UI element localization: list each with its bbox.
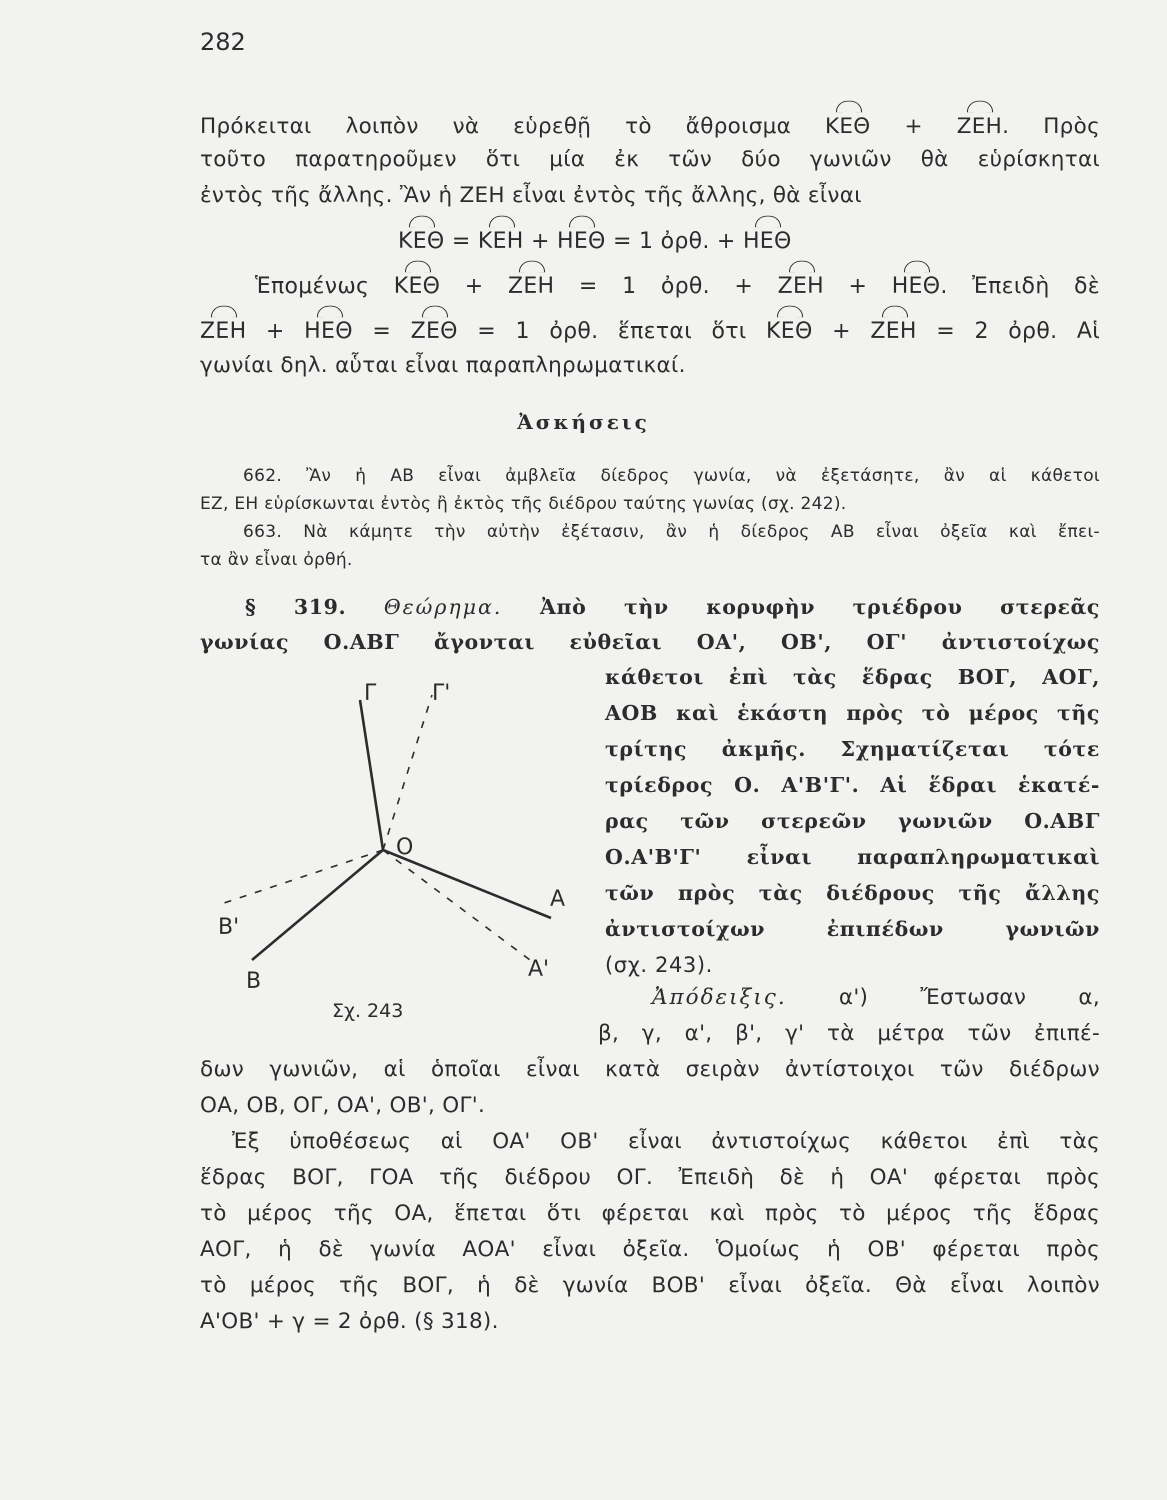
angle-term: ΚΕΘ bbox=[394, 270, 441, 299]
angle-term: ΚΕΘ bbox=[398, 225, 445, 254]
intro-line-1 bbox=[200, 110, 1100, 139]
angle-term: ΖΕΗ bbox=[778, 270, 824, 299]
angle-term: ΗΕΘ bbox=[892, 270, 941, 299]
proof-para-line-3: τὸ μέρος τῆς ΟΑ, ἕπεται ὅτι φέρεται καὶ πρὸς τὸ μέρος τῆς ἕδρας bbox=[200, 1201, 1100, 1226]
theorem-line-2: γωνίας Ο.ΑΒΓ ἄγονται εὐθεῖαι ΟΑ', ΟΒ', ΟΓ' ἀντιστοίχως bbox=[200, 630, 1100, 654]
theorem-line-4: ΑΟΒ καὶ ἑκάστη πρὸς τὸ μέρος τῆς bbox=[605, 701, 1100, 725]
text: + bbox=[870, 114, 957, 139]
text: . Ἐπειδὴ δὲ bbox=[940, 274, 1100, 299]
label-gamma-prime: Γ' bbox=[432, 681, 451, 706]
intro-line-2: τοῦτο παρατηροῦμεν ὅτι μία ἐκ τῶν δύο γωνιῶν θὰ εὑρίσκηται bbox=[200, 147, 1100, 172]
angle-term: ΖΕΗ bbox=[200, 315, 246, 344]
intro-line-3: ἐντὸς τῆς ἄλλης. Ἂν ἡ ΖΕΗ εἶναι ἐντὸς τῆς ἄλλης, θὰ εἶναι bbox=[200, 183, 862, 208]
text: = bbox=[352, 319, 411, 344]
text: + bbox=[812, 319, 871, 344]
proof-line-3: δων γωνιῶν, αἱ ὁποῖαι εἶναι κατὰ σειρὰν ἀντίστοιχοι τῶν διέδρων bbox=[200, 1057, 1100, 1082]
label-b: Β bbox=[246, 969, 262, 994]
equation-2 bbox=[255, 270, 1100, 299]
equation-1 bbox=[398, 225, 792, 254]
theorem-line-8: Ο.Α'Β'Γ' εἶναι παραπληρωματικαὶ bbox=[605, 845, 1100, 869]
figure-caption: Σχ. 243 bbox=[332, 1000, 404, 1022]
proof-word: Ἀπόδειξις. bbox=[652, 985, 787, 1010]
page-number: 282 bbox=[200, 28, 246, 56]
proof-para-line-2: ἕδρας ΒΟΓ, ΓΟΑ τῆς διέδρου ΟΓ. Ἐπειδὴ δὲ ἡ ΟΑ' φέρεται πρὸς bbox=[200, 1165, 1100, 1190]
theorem-line-5: τρίτης ἀκμῆς. Σχηματίζεται τότε bbox=[605, 737, 1100, 761]
edge-og bbox=[360, 700, 383, 850]
theorem-word: Θεώρημα. bbox=[383, 595, 503, 619]
angle-term: ΖΕΗ bbox=[957, 110, 1002, 139]
text: = 1 ὀρθ. ἕπεται ὅτι bbox=[457, 319, 767, 344]
theorem-line-7: ρας τῶν στερεῶν γωνιῶν Ο.ΑΒΓ bbox=[605, 809, 1100, 833]
exercise-663-line-2: τα ἂν εἶναι ὀρθή. bbox=[200, 550, 353, 570]
figure-243 bbox=[200, 660, 600, 1040]
text: Ἑπομένως bbox=[255, 274, 394, 299]
section-number: § 319. bbox=[245, 595, 347, 619]
equation-conclusion: γωνίαι δηλ. αὗται εἶναι παραπληρωματικαί. bbox=[200, 353, 686, 378]
proof-line-4: ΟΑ, ΟΒ, ΟΓ, ΟΑ', ΟΒ', ΟΓ'. bbox=[200, 1093, 486, 1118]
text: + bbox=[523, 229, 557, 254]
equation-3 bbox=[200, 315, 1100, 344]
angle-term: ΖΕΗ bbox=[870, 315, 916, 344]
exercise-662-line-1: 662. Ἂν ἡ ΑΒ εἶναι ἀμβλεῖα δίεδρος γωνία, νὰ ἐξετάσητε, ἂν αἱ κάθετοι bbox=[243, 466, 1100, 486]
angle-term: ΗΕΘ bbox=[743, 225, 792, 254]
exercise-663-line-1: 663. Νὰ κάμητε τὴν αὐτὴν ἐξέτασιν, ἂν ἡ δίεδρος ΑΒ εἶναι ὀξεῖα καὶ ἔπει- bbox=[243, 522, 1100, 542]
proof-para-line-5: τὸ μέρος τῆς ΒΟΓ, ἡ δὲ γωνία ΒΟΒ' εἶναι ὀξεῖα. Θὰ εἶναι λοιπὸν bbox=[200, 1273, 1100, 1298]
angle-term: ΖΕΘ bbox=[411, 315, 458, 344]
angle-term: ΗΕΘ bbox=[304, 315, 353, 344]
label-o: Ο bbox=[396, 835, 414, 860]
theorem-line-11: (σχ. 243). bbox=[605, 953, 713, 977]
label-a: Α bbox=[550, 887, 566, 912]
exercise-662-line-2: ΕΖ, ΕΗ εὑρίσκωνται ἐντὸς ἢ ἐκτὸς τῆς διέδρου ταύτης γωνίας (σχ. 242). bbox=[200, 494, 847, 514]
text: = 2 ὀρθ. Αἱ bbox=[916, 319, 1100, 344]
angle-term: ΚΕΘ bbox=[825, 110, 871, 139]
proof-para-line-1: Ἐξ ὑποθέσεως αἱ ΟΑ' ΟΒ' εἶναι ἀντιστοίχως κάθετοι ἐπὶ τὰς bbox=[232, 1129, 1100, 1154]
theorem-line-9: τῶν πρὸς τὰς διέδρους τῆς ἄλλης bbox=[605, 881, 1100, 905]
text: Πρόκειται λοιπὸν νὰ εὑρεθῇ τὸ ἄθροισμα bbox=[200, 114, 826, 139]
text: + bbox=[440, 274, 508, 299]
label-a-prime: Α' bbox=[528, 957, 550, 982]
text: Ἀπὸ τὴν κορυφὴν τριέδρου στερεᾶς bbox=[540, 595, 1101, 619]
label-b-prime: Β' bbox=[218, 915, 240, 940]
text: = bbox=[444, 229, 478, 254]
proof-para-line-6: Α'ΟΒ' + γ = 2 ὀρθ. (§ 318). bbox=[200, 1309, 499, 1334]
edge-oa bbox=[383, 850, 551, 918]
proof-line-2: β, γ, α', β', γ' τὰ μέτρα τῶν ἐπιπέ- bbox=[598, 1021, 1100, 1046]
edge-og-prime bbox=[383, 695, 432, 850]
text: = 1 ὀρθ. + bbox=[554, 274, 778, 299]
theorem-line-10: ἀντιστοίχων ἐπιπέδων γωνιῶν bbox=[605, 917, 1100, 941]
theorem-line-6: τρίεδρος Ο. Α'Β'Γ'. Αἱ ἕδραι ἑκατέ- bbox=[605, 773, 1100, 797]
exercises-heading: Ἀσκήσεις bbox=[517, 410, 650, 434]
proof-line-1 bbox=[652, 985, 1100, 1010]
theorem-line-3: κάθετοι ἐπὶ τὰς ἕδρας ΒΟΓ, ΑΟΓ, bbox=[605, 665, 1100, 689]
text: . Πρὸς bbox=[1002, 114, 1100, 139]
angle-term: ΚΕΘ bbox=[766, 315, 813, 344]
proof-para-line-4: ΑΟΓ, ἡ δὲ γωνία ΑΟΑ' εἶναι ὀξεῖα. Ὁμοίως ἡ ΟΒ' φέρεται πρὸς bbox=[200, 1237, 1100, 1262]
text: = 1 ὀρθ. + bbox=[605, 229, 743, 254]
edge-ob bbox=[252, 850, 383, 960]
theorem-line-1 bbox=[245, 595, 1100, 619]
angle-term: ΖΕΗ bbox=[508, 270, 554, 299]
text: α') Ἔστωσαν α, bbox=[838, 985, 1100, 1010]
text: + bbox=[824, 274, 892, 299]
edge-oa-prime bbox=[383, 850, 530, 960]
label-gamma: Γ bbox=[364, 681, 377, 706]
text: + bbox=[246, 319, 305, 344]
angle-term: ΗΕΘ bbox=[557, 225, 606, 254]
edge-ob-prime bbox=[218, 850, 383, 905]
angle-term: ΚΕΗ bbox=[478, 225, 524, 254]
